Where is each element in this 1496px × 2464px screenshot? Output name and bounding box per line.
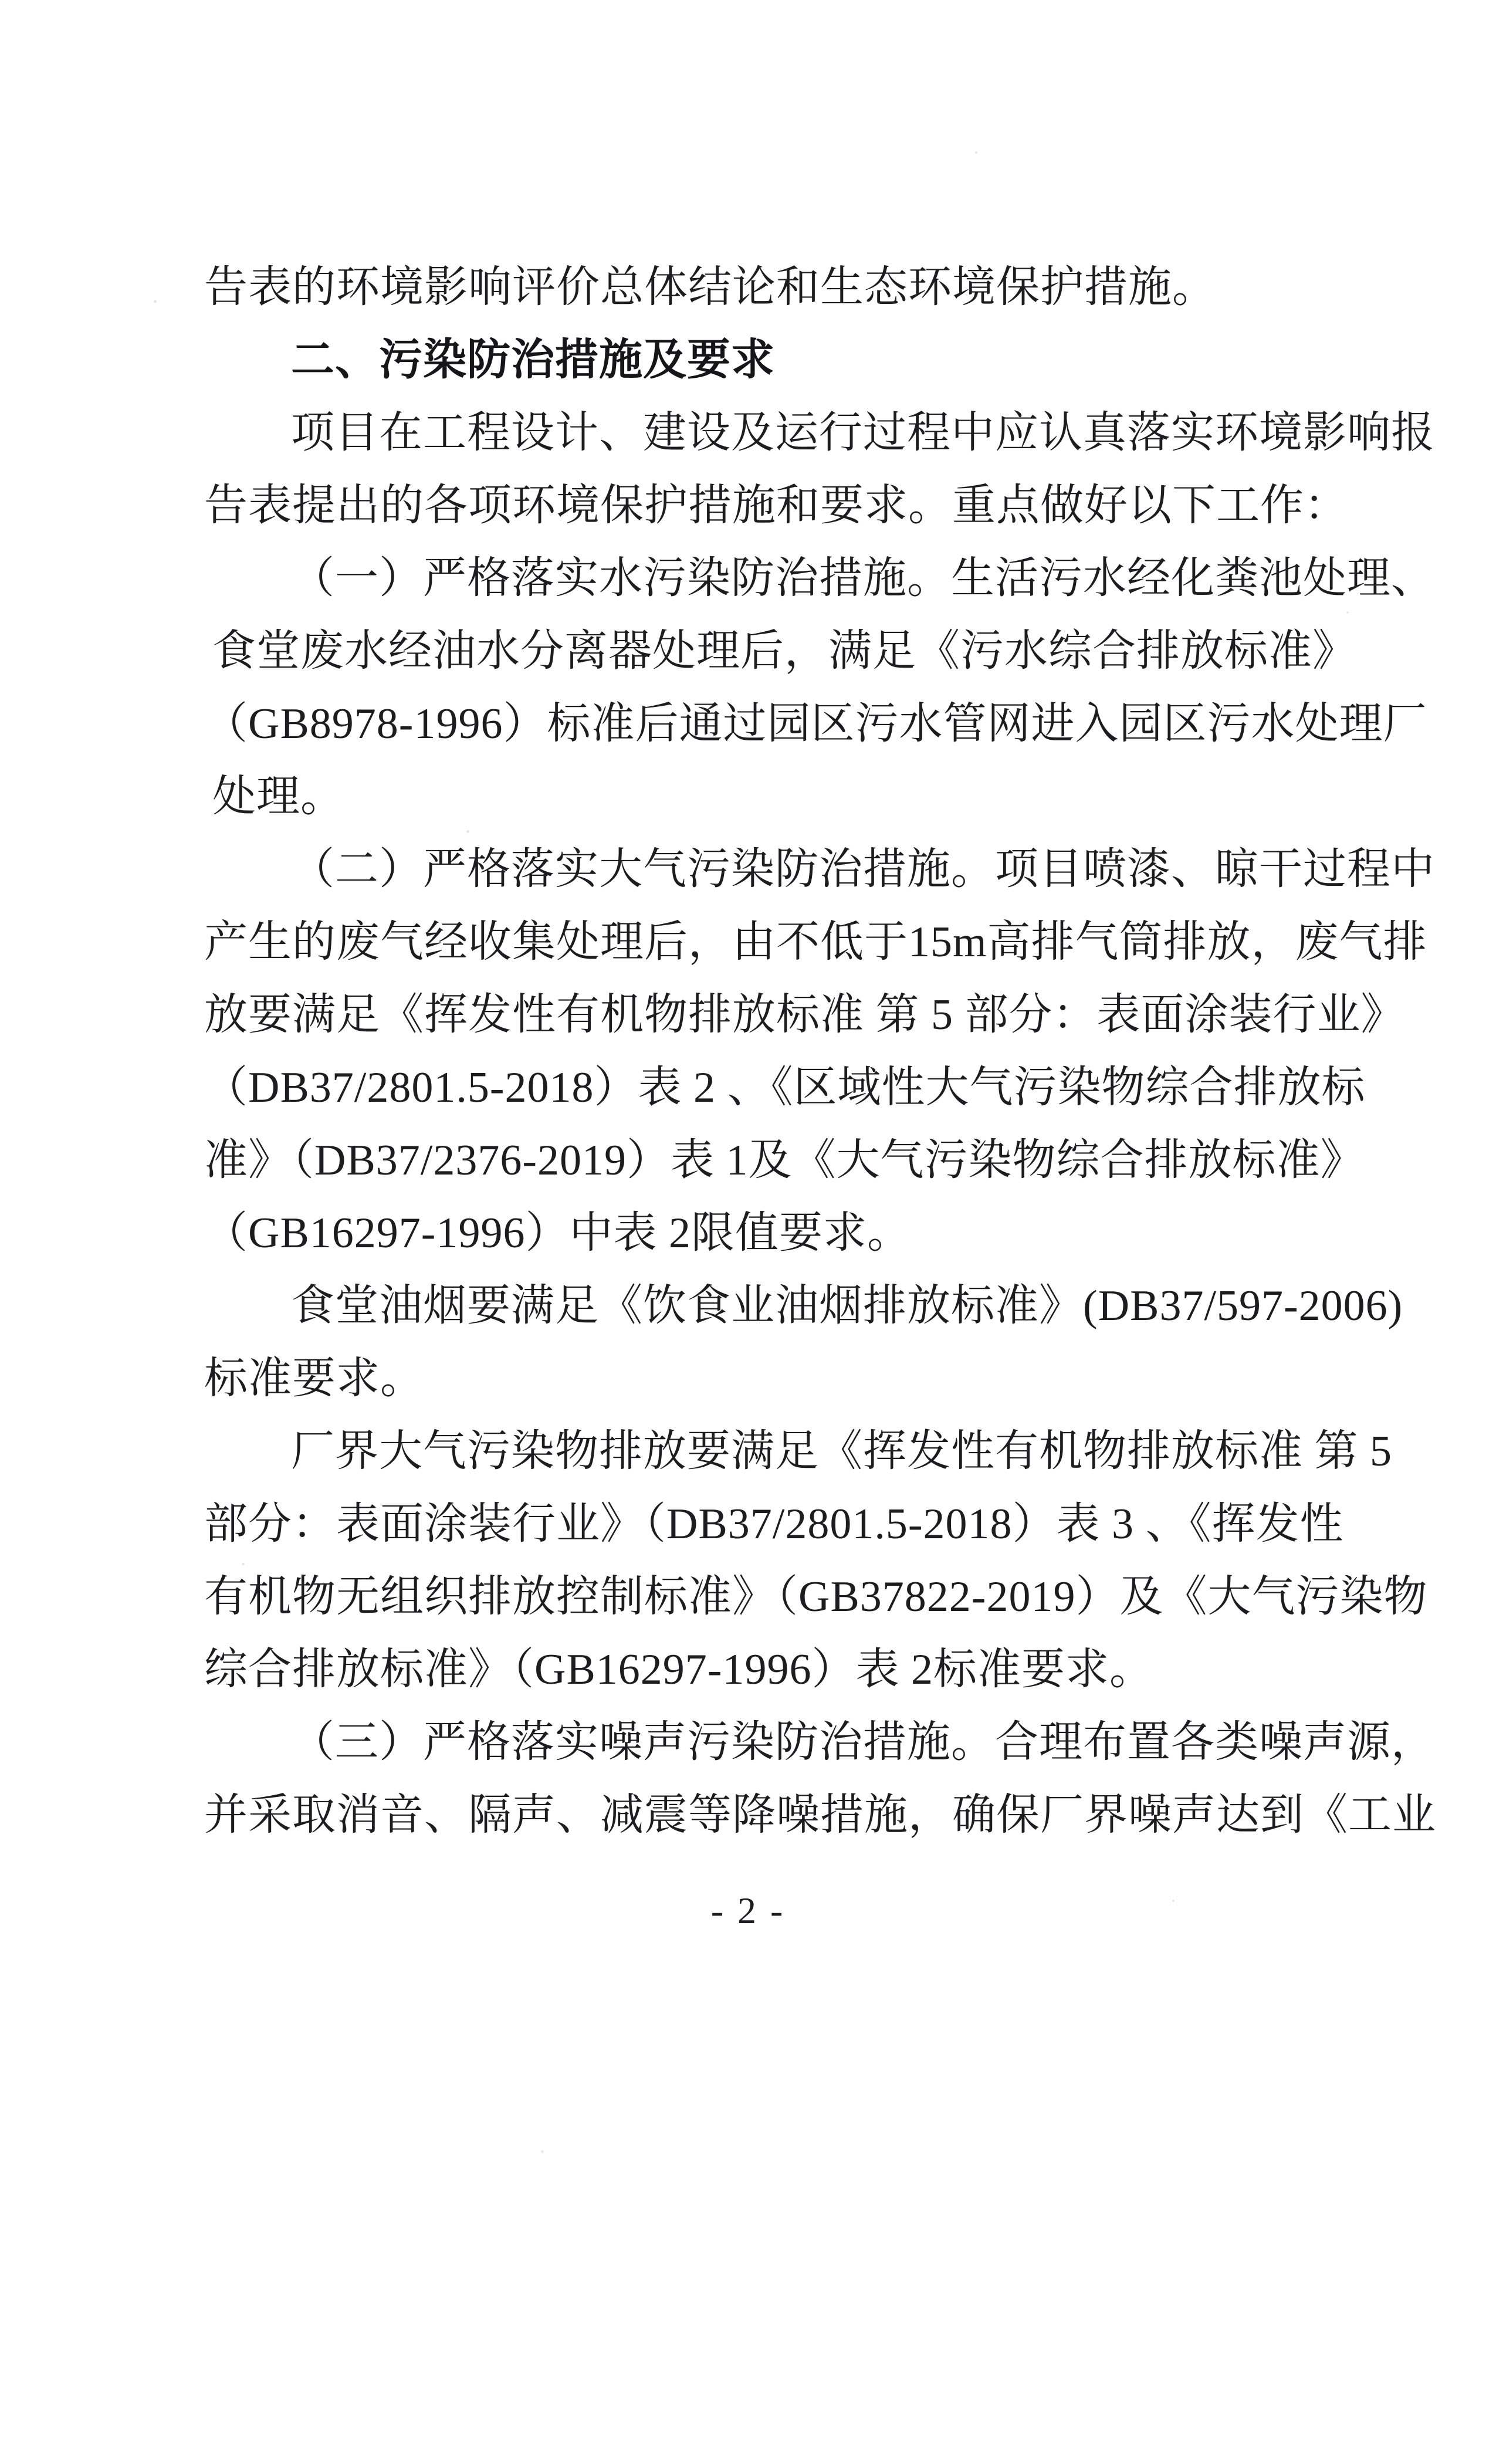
- body-line: （GB16297-1996）中表 2限值要求。: [204, 1209, 911, 1257]
- body-line: 准》（DB37/2376-2019）表 1及《大气污染物综合排放标准》: [204, 1136, 1365, 1184]
- scan-speck: [242, 1563, 245, 1565]
- body-line: 食堂废水经油水分离器处理后，满足《污水综合排放标准》: [212, 627, 1356, 675]
- scan-speck: [1346, 611, 1349, 614]
- body-line: 产生的废气经收集处理后，由不低于15m高排气筒排放，废气排: [204, 918, 1427, 966]
- page-number: - 2 -: [710, 1890, 786, 1931]
- scan-speck: [466, 830, 469, 833]
- scan-speck: [1172, 1900, 1175, 1902]
- body-line: 告表提出的各项环境保护措施和要求。重点做好以下工作：: [204, 482, 1348, 530]
- body-line: 部分：表面涂装行业》（DB37/2801.5-2018）表 3 、《挥发性: [204, 1500, 1344, 1548]
- section-heading: 二、污染防治措施及要求: [291, 336, 775, 384]
- body-line: 食堂油烟要满足《饮食业油烟排放标准》(DB37/597-2006): [291, 1282, 1403, 1330]
- body-line: （二）严格落实大气污染防治措施。项目喷漆、晾干过程中: [291, 845, 1435, 893]
- body-line: 项目在工程设计、建设及运行过程中应认真落实环境影响报: [291, 409, 1435, 457]
- scan-speck: [975, 151, 977, 154]
- body-line: 厂界大气污染物排放要满足《挥发性有机物排放标准 第 5: [291, 1427, 1392, 1475]
- scan-speck: [154, 300, 157, 303]
- body-line: 综合排放标准》（GB16297-1996）表 2标准要求。: [204, 1646, 1153, 1694]
- body-line: 处理。: [212, 773, 344, 821]
- scan-speck: [541, 2150, 544, 2153]
- body-line: （DB37/2801.5-2018）表 2 、《区域性大气污染物综合排放标: [204, 1064, 1366, 1112]
- body-line: （GB8978-1996）标准后通过园区污水管网进入园区污水处理厂: [204, 700, 1427, 748]
- document-body: [204, 251, 1436, 1852]
- body-line: （一）严格落实水污染防治措施。生活污水经化粪池处理、: [291, 554, 1435, 603]
- body-line: 放要满足《挥发性有机物排放标准 第 5 部分：表面涂装行业》: [204, 991, 1405, 1039]
- body-line: 标准要求。: [204, 1355, 424, 1403]
- body-line: 有机物无组织排放控制标准》（GB37822-2019）及《大气污染物: [204, 1573, 1428, 1621]
- body-line: 并采取消音、隔声、减震等降噪措施，确保厂界噪声达到《工业: [204, 1791, 1436, 1839]
- body-line: 告表的环境影响评价总体结论和生态环境保护措施。: [204, 263, 1216, 312]
- body-line: （三）严格落实噪声污染防治措施。合理布置各类噪声源，: [291, 1718, 1435, 1766]
